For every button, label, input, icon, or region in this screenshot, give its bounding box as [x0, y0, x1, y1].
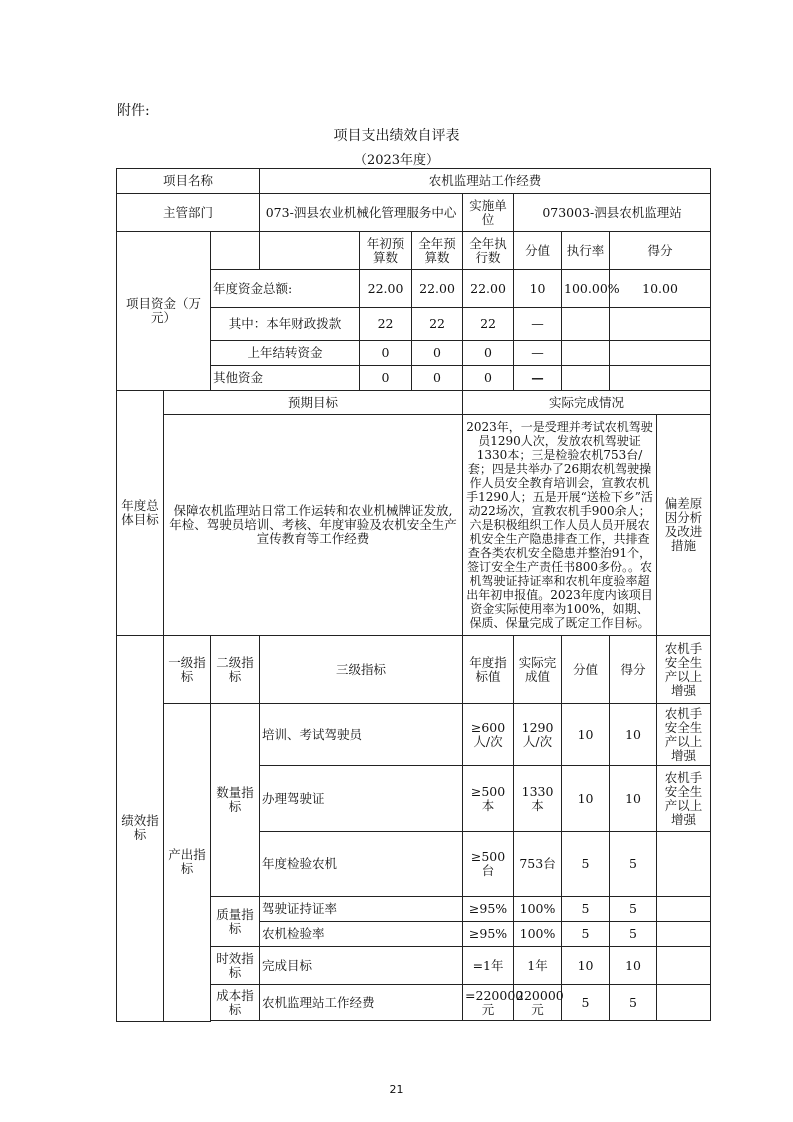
- impl-unit-label: 实施单位: [463, 194, 514, 232]
- deviation-note: [657, 922, 711, 947]
- actual-completion-text: 2023年，一是受理并考试农机驾驶员1290人次，发放农机驾驶证1330本；三是检验农机753台/套；四是共举办了26期农机驾驶操作人员安全教育培训会，宣教农机手1290人；五是开展“送检下乡”活动22场次，宣教农机手900余人；六是积极组织工作人员人员开展农机安全生产隐患排查工作，共排查查各类农机安全隐患并整治91个，签订安全生产责任书800多份。。农机驾驶证持证率和农机年度验率超出年初申报值。2023年度内该项目资金实际使用率为100%，如期、保质、保量完成了既定工作目标。: [463, 415, 657, 636]
- funds-row-label: 上年结转资金: [211, 341, 360, 366]
- level2-header: 二级指标: [211, 636, 260, 704]
- indicator-score-value: 5: [562, 832, 610, 897]
- indicator-actual: 1330本: [514, 766, 562, 832]
- funds-header-score: 得分: [610, 232, 711, 270]
- project-name-value: 农机监理站工作经费: [260, 169, 711, 194]
- funds-cell: [562, 308, 610, 341]
- funds-cell: [610, 341, 711, 366]
- deviation-note: [657, 897, 711, 922]
- dept-label: 主管部门: [117, 194, 260, 232]
- indicator-name: 年度检验农机: [260, 832, 463, 897]
- indicator-score: 10: [610, 704, 657, 766]
- deviation-header: 偏差原因分析及改进措施: [657, 415, 711, 636]
- indicator-score-value: 10: [562, 704, 610, 766]
- funds-cell: 10: [514, 270, 562, 308]
- form-year: （2023年度）: [353, 153, 440, 168]
- funds-cell: 22: [463, 308, 514, 341]
- funds-label: 项目资金（万元）: [117, 232, 211, 391]
- indicator-target: =220000元: [463, 985, 514, 1021]
- funds-row-label: 其他资金: [211, 366, 360, 391]
- indicator-score-value: 5: [562, 897, 610, 922]
- table-filler: [562, 1021, 610, 1022]
- funds-cell: 0: [463, 341, 514, 366]
- actual-header: 实际完成值: [514, 636, 562, 704]
- funds-header-rate: 执行率: [562, 232, 610, 270]
- deviation-note: [657, 832, 711, 897]
- funds-cell: 100.00%: [562, 270, 610, 308]
- funds-cell: 22: [360, 308, 412, 341]
- funds-cell: 0: [412, 366, 463, 391]
- funds-cell: [562, 366, 610, 391]
- attachment-label: 附件:: [117, 103, 150, 119]
- annual-goal-label: 年度总体目标: [117, 391, 164, 636]
- level3-header: 三级指标: [260, 636, 463, 704]
- indicator-score-value: 10: [562, 766, 610, 832]
- indicator-name: 农机监理站工作经费: [260, 985, 463, 1021]
- cost-indicators-label: 成本指标: [211, 985, 260, 1021]
- indicator-name: 农机检验率: [260, 922, 463, 947]
- funds-cell: 0: [360, 341, 412, 366]
- funds-cell: [562, 341, 610, 366]
- funds-cell: —: [514, 308, 562, 341]
- score-value-header: 分值: [562, 636, 610, 704]
- indicator-score: 5: [610, 832, 657, 897]
- performance-indicators-label: 绩效指标: [117, 636, 164, 1022]
- project-name-label: 项目名称: [117, 169, 260, 194]
- funds-cell: 22.00: [360, 270, 412, 308]
- funds-cell: 0: [412, 341, 463, 366]
- indicator-actual: 220000元: [514, 985, 562, 1021]
- indicator-score: 10: [610, 947, 657, 985]
- indicator-score: 5: [610, 985, 657, 1021]
- indicator-actual: 100%: [514, 897, 562, 922]
- indicator-target: ≥95%: [463, 897, 514, 922]
- form-title: 项目支出绩效自评表: [333, 128, 460, 144]
- funds-cell: —: [514, 341, 562, 366]
- funds-header-executed: 全年执行数: [463, 232, 514, 270]
- score-header: 得分: [610, 636, 657, 704]
- deviation-note: 农机手安全生产以上增强: [657, 766, 711, 832]
- funds-cell: 10.00: [610, 270, 711, 308]
- time-indicators-label: 时效指标: [211, 947, 260, 985]
- indicator-name: 培训、考试驾驶员: [260, 704, 463, 766]
- indicator-target: ≥500本: [463, 766, 514, 832]
- expected-goal-header: 预期目标: [164, 391, 463, 415]
- indicator-target: ≥500台: [463, 832, 514, 897]
- performance-evaluation-table: [116, 168, 711, 1022]
- table-filler: [463, 1021, 514, 1022]
- funds-header-score-value: 分值: [514, 232, 562, 270]
- dept-value: 073-泗县农业机械化管理服务中心: [260, 194, 463, 232]
- funds-cell: 22.00: [463, 270, 514, 308]
- funds-cell: 22: [412, 308, 463, 341]
- funds-row-label: 年度资金总额:: [211, 270, 360, 308]
- funds-header-budget-year: 全年预算数: [412, 232, 463, 270]
- quantity-indicators-label: 数量指标: [211, 704, 260, 897]
- indicator-name: 驾驶证持证率: [260, 897, 463, 922]
- table-filler: [514, 1021, 562, 1022]
- funds-header-blank: [260, 232, 360, 270]
- indicator-score-value: 5: [562, 985, 610, 1021]
- indicator-score: 5: [610, 922, 657, 947]
- indicator-score: 10: [610, 766, 657, 832]
- indicator-target: ≥95%: [463, 922, 514, 947]
- indicator-score-value: 10: [562, 947, 610, 985]
- funds-cell: 0: [360, 366, 412, 391]
- indicator-target: ≥600人/次: [463, 704, 514, 766]
- funds-cell: [610, 308, 711, 341]
- funds-header-blank: [211, 232, 260, 270]
- funds-row-label: 其中：本年财政拨款: [211, 308, 360, 341]
- funds-cell: —: [514, 366, 562, 391]
- quality-indicators-label: 质量指标: [211, 897, 260, 947]
- table-filler: [657, 985, 711, 1021]
- deviation-note: 农机手安全生产以上增强: [657, 636, 711, 704]
- deviation-note: 农机手安全生产以上增强: [657, 704, 711, 766]
- indicator-score-value: 5: [562, 922, 610, 947]
- level1-header: 一级指标: [164, 636, 211, 704]
- actual-completion-header: 实际完成情况: [463, 391, 711, 415]
- funds-cell: [610, 366, 711, 391]
- table-filler: [211, 1021, 412, 1022]
- indicator-actual: 100%: [514, 922, 562, 947]
- indicator-name: 办理驾驶证: [260, 766, 463, 832]
- deviation-note: [657, 947, 711, 985]
- indicator-target: =1年: [463, 947, 514, 985]
- funds-cell: 22.00: [412, 270, 463, 308]
- expected-goal-text: 保障农机监理站日常工作运转和农业机械牌证发放,年检、驾驶员培训、考核、年度审验及农机安全生产宣传教育等工作经费: [164, 415, 463, 636]
- table-filler: [412, 1021, 463, 1022]
- indicator-score: 5: [610, 897, 657, 922]
- target-header: 年度指标值: [463, 636, 514, 704]
- output-indicators-label: 产出指标: [164, 704, 211, 1022]
- indicator-actual: 1年: [514, 947, 562, 985]
- indicator-name: 完成目标: [260, 947, 463, 985]
- funds-cell: 0: [463, 366, 514, 391]
- funds-header-budget-start: 年初预算数: [360, 232, 412, 270]
- impl-unit-value: 073003-泗县农机监理站: [514, 194, 711, 232]
- page-number: 21: [389, 1083, 404, 1096]
- indicator-actual: 1290人/次: [514, 704, 562, 766]
- indicator-actual: 753台: [514, 832, 562, 897]
